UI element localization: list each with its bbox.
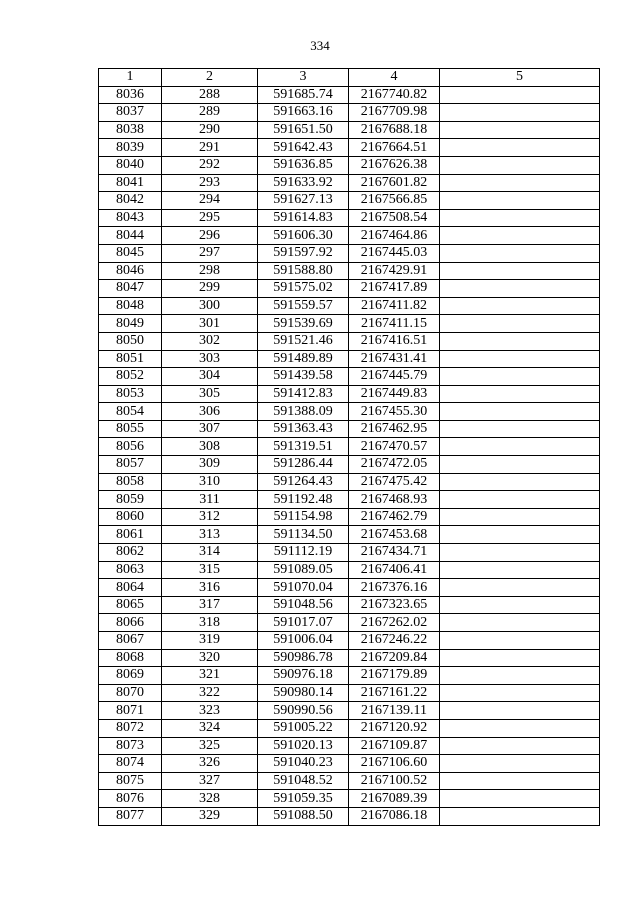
table-cell: 329 bbox=[162, 807, 258, 825]
table-cell: 2167434.71 bbox=[349, 544, 440, 562]
table-cell: 591614.83 bbox=[258, 209, 349, 227]
table-cell: 591627.13 bbox=[258, 192, 349, 210]
table-cell: 2167089.39 bbox=[349, 790, 440, 808]
table-cell: 315 bbox=[162, 561, 258, 579]
table-row bbox=[99, 508, 600, 526]
table-cell: 8070 bbox=[99, 684, 162, 702]
table-cell: 293 bbox=[162, 174, 258, 192]
table-cell: 305 bbox=[162, 385, 258, 403]
column-header: 3 bbox=[258, 69, 349, 87]
table-cell: 8048 bbox=[99, 297, 162, 315]
table-row bbox=[99, 315, 600, 333]
table-cell: 310 bbox=[162, 473, 258, 491]
table-row bbox=[99, 667, 600, 685]
table-cell: 8041 bbox=[99, 174, 162, 192]
table-cell bbox=[440, 491, 600, 509]
table-row bbox=[99, 209, 600, 227]
table-cell: 302 bbox=[162, 332, 258, 350]
table-cell: 2167376.16 bbox=[349, 579, 440, 597]
table-cell bbox=[440, 614, 600, 632]
table-cell: 8057 bbox=[99, 456, 162, 474]
table-row bbox=[99, 702, 600, 720]
table-row bbox=[99, 456, 600, 474]
table-cell: 591363.43 bbox=[258, 420, 349, 438]
table-cell: 2167508.54 bbox=[349, 209, 440, 227]
table-cell: 289 bbox=[162, 104, 258, 122]
table-row bbox=[99, 790, 600, 808]
table-row bbox=[99, 139, 600, 157]
table-row bbox=[99, 280, 600, 298]
table-cell: 309 bbox=[162, 456, 258, 474]
table-cell: 8051 bbox=[99, 350, 162, 368]
table-cell: 8036 bbox=[99, 86, 162, 104]
column-header: 2 bbox=[162, 69, 258, 87]
table-cell: 591112.19 bbox=[258, 544, 349, 562]
table-cell bbox=[440, 297, 600, 315]
table-cell: 308 bbox=[162, 438, 258, 456]
table-cell bbox=[440, 350, 600, 368]
table-cell: 291 bbox=[162, 139, 258, 157]
table-row bbox=[99, 368, 600, 386]
table-cell: 2167449.83 bbox=[349, 385, 440, 403]
table-cell: 591606.30 bbox=[258, 227, 349, 245]
table-cell: 591048.56 bbox=[258, 596, 349, 614]
table-row bbox=[99, 244, 600, 262]
table-cell bbox=[440, 772, 600, 790]
table-cell: 8039 bbox=[99, 139, 162, 157]
table-cell bbox=[440, 508, 600, 526]
table-cell bbox=[440, 368, 600, 386]
table-cell: 591575.02 bbox=[258, 280, 349, 298]
table-row bbox=[99, 649, 600, 667]
table-cell: 8074 bbox=[99, 755, 162, 773]
table-cell: 306 bbox=[162, 403, 258, 421]
table-cell: 304 bbox=[162, 368, 258, 386]
table-cell bbox=[440, 385, 600, 403]
table-row bbox=[99, 385, 600, 403]
table-cell bbox=[440, 737, 600, 755]
table-cell bbox=[440, 121, 600, 139]
table-cell: 2167740.82 bbox=[349, 86, 440, 104]
table-cell bbox=[440, 596, 600, 614]
table-cell: 8049 bbox=[99, 315, 162, 333]
table-row bbox=[99, 332, 600, 350]
table-cell: 591685.74 bbox=[258, 86, 349, 104]
table-row bbox=[99, 174, 600, 192]
table-cell: 326 bbox=[162, 755, 258, 773]
table-cell: 2167468.93 bbox=[349, 491, 440, 509]
table-cell: 591059.35 bbox=[258, 790, 349, 808]
table-cell: 2167416.51 bbox=[349, 332, 440, 350]
table-cell: 591388.09 bbox=[258, 403, 349, 421]
table-cell: 591412.83 bbox=[258, 385, 349, 403]
coordinates-table bbox=[98, 68, 600, 826]
table-row bbox=[99, 614, 600, 632]
table-cell: 8037 bbox=[99, 104, 162, 122]
table-cell: 303 bbox=[162, 350, 258, 368]
table-row bbox=[99, 420, 600, 438]
table-cell: 591642.43 bbox=[258, 139, 349, 157]
table-cell bbox=[440, 807, 600, 825]
table-cell: 2167429.91 bbox=[349, 262, 440, 280]
table-cell: 2167470.57 bbox=[349, 438, 440, 456]
table-row bbox=[99, 755, 600, 773]
table-row bbox=[99, 632, 600, 650]
table-cell: 591017.07 bbox=[258, 614, 349, 632]
table-cell: 307 bbox=[162, 420, 258, 438]
table-cell: 311 bbox=[162, 491, 258, 509]
table-cell: 8062 bbox=[99, 544, 162, 562]
table-cell bbox=[440, 403, 600, 421]
table-cell: 327 bbox=[162, 772, 258, 790]
table-cell: 324 bbox=[162, 719, 258, 737]
table-row bbox=[99, 86, 600, 104]
table-cell bbox=[440, 719, 600, 737]
table-cell: 8065 bbox=[99, 596, 162, 614]
table-row bbox=[99, 526, 600, 544]
table-cell bbox=[440, 280, 600, 298]
table-cell: 290 bbox=[162, 121, 258, 139]
table-row bbox=[99, 104, 600, 122]
table-cell: 8052 bbox=[99, 368, 162, 386]
table-cell bbox=[440, 702, 600, 720]
table-cell: 8042 bbox=[99, 192, 162, 210]
table-cell: 2167411.82 bbox=[349, 297, 440, 315]
table-cell: 2167709.98 bbox=[349, 104, 440, 122]
table-cell: 2167475.42 bbox=[349, 473, 440, 491]
table-cell: 591020.13 bbox=[258, 737, 349, 755]
table-row bbox=[99, 350, 600, 368]
table-cell: 2167086.18 bbox=[349, 807, 440, 825]
table-cell: 591040.23 bbox=[258, 755, 349, 773]
table-cell: 2167445.79 bbox=[349, 368, 440, 386]
table-row bbox=[99, 719, 600, 737]
table-cell: 8043 bbox=[99, 209, 162, 227]
table-cell: 314 bbox=[162, 544, 258, 562]
table-cell: 328 bbox=[162, 790, 258, 808]
table-cell bbox=[440, 544, 600, 562]
table-cell: 8067 bbox=[99, 632, 162, 650]
table-cell: 591636.85 bbox=[258, 156, 349, 174]
table-cell bbox=[440, 420, 600, 438]
table-header-row bbox=[99, 69, 600, 87]
table-cell bbox=[440, 104, 600, 122]
table-cell bbox=[440, 456, 600, 474]
table-cell: 8066 bbox=[99, 614, 162, 632]
table-cell: 8054 bbox=[99, 403, 162, 421]
table-cell: 2167472.05 bbox=[349, 456, 440, 474]
table-cell: 321 bbox=[162, 667, 258, 685]
table-cell: 318 bbox=[162, 614, 258, 632]
table-cell: 8056 bbox=[99, 438, 162, 456]
table-row bbox=[99, 561, 600, 579]
table-cell bbox=[440, 684, 600, 702]
table-cell: 2167566.85 bbox=[349, 192, 440, 210]
table-cell: 8058 bbox=[99, 473, 162, 491]
table-cell: 316 bbox=[162, 579, 258, 597]
table-cell: 8055 bbox=[99, 420, 162, 438]
table-cell: 8064 bbox=[99, 579, 162, 597]
table-cell: 2167453.68 bbox=[349, 526, 440, 544]
table-cell: 590980.14 bbox=[258, 684, 349, 702]
table-cell: 591439.58 bbox=[258, 368, 349, 386]
table-row bbox=[99, 297, 600, 315]
table-cell: 8076 bbox=[99, 790, 162, 808]
table-cell: 591088.50 bbox=[258, 807, 349, 825]
table-cell: 8045 bbox=[99, 244, 162, 262]
table-cell bbox=[440, 667, 600, 685]
table-cell: 591264.43 bbox=[258, 473, 349, 491]
table-cell: 591489.89 bbox=[258, 350, 349, 368]
table-cell bbox=[440, 262, 600, 280]
table-cell: 298 bbox=[162, 262, 258, 280]
table-row bbox=[99, 737, 600, 755]
table-cell: 2167626.38 bbox=[349, 156, 440, 174]
table-cell: 2167120.92 bbox=[349, 719, 440, 737]
table-cell: 590986.78 bbox=[258, 649, 349, 667]
table-cell: 591154.98 bbox=[258, 508, 349, 526]
table-row bbox=[99, 262, 600, 280]
table-cell: 591005.22 bbox=[258, 719, 349, 737]
table-cell: 590990.56 bbox=[258, 702, 349, 720]
table-cell bbox=[440, 332, 600, 350]
table-cell: 300 bbox=[162, 297, 258, 315]
table-cell: 2167688.18 bbox=[349, 121, 440, 139]
table-cell: 8071 bbox=[99, 702, 162, 720]
table-cell bbox=[440, 790, 600, 808]
table-cell: 322 bbox=[162, 684, 258, 702]
table-cell: 591192.48 bbox=[258, 491, 349, 509]
table-cell: 8060 bbox=[99, 508, 162, 526]
table-cell: 323 bbox=[162, 702, 258, 720]
table-row bbox=[99, 579, 600, 597]
table-cell: 8068 bbox=[99, 649, 162, 667]
table-cell: 301 bbox=[162, 315, 258, 333]
table-cell: 2167664.51 bbox=[349, 139, 440, 157]
table-cell: 2167179.89 bbox=[349, 667, 440, 685]
table-row bbox=[99, 684, 600, 702]
table-cell: 2167462.95 bbox=[349, 420, 440, 438]
table-cell bbox=[440, 174, 600, 192]
table-cell: 591663.16 bbox=[258, 104, 349, 122]
table-cell: 591539.69 bbox=[258, 315, 349, 333]
table-cell bbox=[440, 209, 600, 227]
table-cell: 292 bbox=[162, 156, 258, 174]
table-cell: 591134.50 bbox=[258, 526, 349, 544]
table-cell bbox=[440, 579, 600, 597]
table-cell: 591633.92 bbox=[258, 174, 349, 192]
table-cell: 8046 bbox=[99, 262, 162, 280]
page-number: 334 bbox=[310, 38, 330, 53]
table-cell: 312 bbox=[162, 508, 258, 526]
table-cell bbox=[440, 561, 600, 579]
table-cell bbox=[440, 315, 600, 333]
table-cell: 2167100.52 bbox=[349, 772, 440, 790]
table-cell bbox=[440, 438, 600, 456]
table-cell bbox=[440, 192, 600, 210]
table-cell: 2167455.30 bbox=[349, 403, 440, 421]
table-cell: 288 bbox=[162, 86, 258, 104]
table-cell: 8061 bbox=[99, 526, 162, 544]
table-row bbox=[99, 227, 600, 245]
table-cell: 2167106.60 bbox=[349, 755, 440, 773]
table-cell: 590976.18 bbox=[258, 667, 349, 685]
table-cell: 2167417.89 bbox=[349, 280, 440, 298]
table-cell: 2167464.86 bbox=[349, 227, 440, 245]
table-cell: 313 bbox=[162, 526, 258, 544]
table-cell: 591006.04 bbox=[258, 632, 349, 650]
table-cell: 2167445.03 bbox=[349, 244, 440, 262]
table-cell: 325 bbox=[162, 737, 258, 755]
table-row bbox=[99, 192, 600, 210]
table-cell: 591089.05 bbox=[258, 561, 349, 579]
table-cell: 8077 bbox=[99, 807, 162, 825]
table-row bbox=[99, 473, 600, 491]
table-row bbox=[99, 807, 600, 825]
table-cell: 8038 bbox=[99, 121, 162, 139]
table-cell bbox=[440, 526, 600, 544]
column-header: 4 bbox=[349, 69, 440, 87]
table-cell: 2167406.41 bbox=[349, 561, 440, 579]
table-cell bbox=[440, 244, 600, 262]
table-cell: 319 bbox=[162, 632, 258, 650]
table-cell: 591319.51 bbox=[258, 438, 349, 456]
table-row bbox=[99, 121, 600, 139]
table-row bbox=[99, 156, 600, 174]
table-cell: 320 bbox=[162, 649, 258, 667]
table-cell: 8075 bbox=[99, 772, 162, 790]
table-cell: 8047 bbox=[99, 280, 162, 298]
table-cell bbox=[440, 227, 600, 245]
table-row bbox=[99, 438, 600, 456]
table-cell bbox=[440, 649, 600, 667]
table-cell: 2167431.41 bbox=[349, 350, 440, 368]
table-row bbox=[99, 772, 600, 790]
table-cell bbox=[440, 139, 600, 157]
column-header: 5 bbox=[440, 69, 600, 87]
table-row bbox=[99, 544, 600, 562]
table-cell: 591286.44 bbox=[258, 456, 349, 474]
table-cell: 591521.46 bbox=[258, 332, 349, 350]
table-cell: 2167246.22 bbox=[349, 632, 440, 650]
table-cell: 8072 bbox=[99, 719, 162, 737]
table-cell: 2167209.84 bbox=[349, 649, 440, 667]
table-cell: 317 bbox=[162, 596, 258, 614]
table-cell: 294 bbox=[162, 192, 258, 210]
table-cell bbox=[440, 755, 600, 773]
table-cell: 295 bbox=[162, 209, 258, 227]
table-cell bbox=[440, 86, 600, 104]
table-cell: 2167139.11 bbox=[349, 702, 440, 720]
table-cell: 8053 bbox=[99, 385, 162, 403]
table-cell: 8050 bbox=[99, 332, 162, 350]
table-cell: 2167109.87 bbox=[349, 737, 440, 755]
table-cell: 2167601.82 bbox=[349, 174, 440, 192]
table-cell: 8059 bbox=[99, 491, 162, 509]
table-cell bbox=[440, 473, 600, 491]
table-cell: 591048.52 bbox=[258, 772, 349, 790]
table-cell: 8040 bbox=[99, 156, 162, 174]
table-row bbox=[99, 491, 600, 509]
table-cell: 591597.92 bbox=[258, 244, 349, 262]
table-cell: 591070.04 bbox=[258, 579, 349, 597]
table-cell: 2167161.22 bbox=[349, 684, 440, 702]
table-cell: 296 bbox=[162, 227, 258, 245]
table-cell: 8063 bbox=[99, 561, 162, 579]
table-cell: 299 bbox=[162, 280, 258, 298]
table-cell: 2167262.02 bbox=[349, 614, 440, 632]
table-cell bbox=[440, 156, 600, 174]
table-cell: 8044 bbox=[99, 227, 162, 245]
table-cell: 591651.50 bbox=[258, 121, 349, 139]
table-cell: 8073 bbox=[99, 737, 162, 755]
table-cell: 8069 bbox=[99, 667, 162, 685]
table-cell: 2167462.79 bbox=[349, 508, 440, 526]
table-cell: 591588.80 bbox=[258, 262, 349, 280]
table-cell: 2167323.65 bbox=[349, 596, 440, 614]
table-row bbox=[99, 403, 600, 421]
table-row bbox=[99, 596, 600, 614]
table-cell: 2167411.15 bbox=[349, 315, 440, 333]
table-cell: 297 bbox=[162, 244, 258, 262]
table-body bbox=[99, 86, 600, 825]
column-header: 1 bbox=[99, 69, 162, 87]
table-cell bbox=[440, 632, 600, 650]
table-cell: 591559.57 bbox=[258, 297, 349, 315]
